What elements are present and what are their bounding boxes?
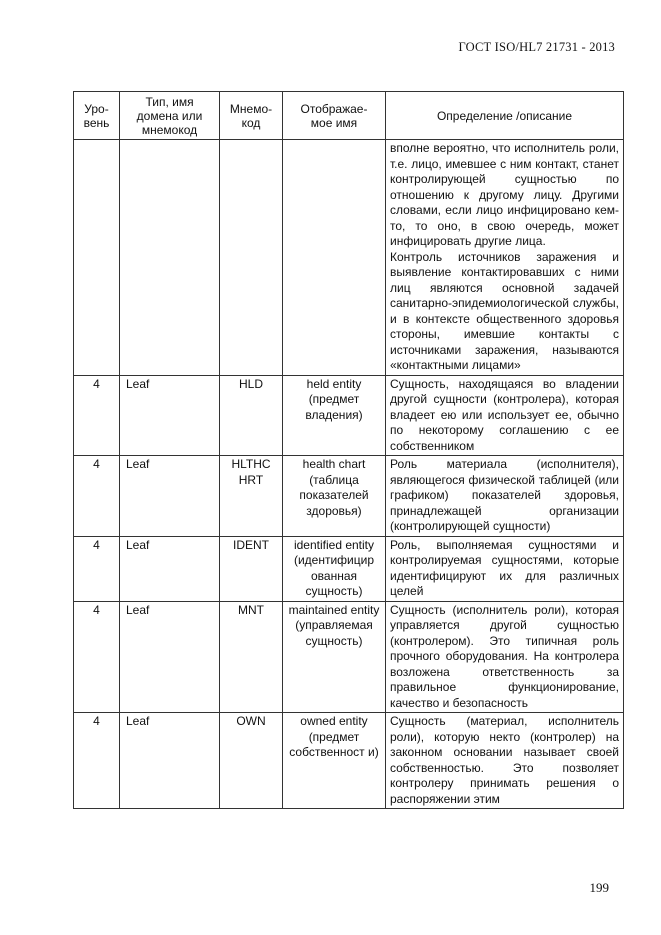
- table-row: [74, 536, 624, 601]
- cell-level: 4: [74, 601, 120, 713]
- cell-display-name: identified entity (идентифицир ованная сущность): [283, 536, 386, 601]
- cell-display-name: health chart (таблица показателей здоровья): [283, 456, 386, 537]
- cell-display-name: held entity (предмет владения): [283, 375, 386, 456]
- table-header-row: [74, 92, 624, 140]
- continuation-row: [74, 140, 624, 376]
- cell-level: [74, 140, 120, 376]
- cell-type: Leaf: [120, 601, 220, 713]
- col-header-definition: Определение /описание: [386, 92, 624, 140]
- cell-level: 4: [74, 536, 120, 601]
- table-row: [74, 601, 624, 713]
- cell-definition: Роль материала (исполнителя), являющегося физической таблицей (или графиком) показателей здоровья, принадлежащей организации (контролирующей сущности): [386, 456, 624, 537]
- cell-display-name: [283, 140, 386, 376]
- cell-definition: Сущность (исполнитель роли), которая управляется другой сущностью (контролером). Это типичная роль прочного оборудования. На контролера возложена ответственность за правильное функционирование, качество и безопасность: [386, 601, 624, 713]
- terms-table: [73, 91, 624, 809]
- page-number: 199: [589, 880, 609, 895]
- cell-type: Leaf: [120, 456, 220, 537]
- cell-type: Leaf: [120, 713, 220, 809]
- cell-definition: [386, 140, 624, 376]
- cell-level: 4: [74, 375, 120, 456]
- cell-mnemonic: MNT: [220, 601, 283, 713]
- table-row: [74, 713, 624, 809]
- document-header: ГОСТ ISO/HL7 21731 - 2013: [458, 40, 615, 54]
- table-row: [74, 456, 624, 537]
- cell-mnemonic: IDENT: [220, 536, 283, 601]
- cell-mnemonic: OWN: [220, 713, 283, 809]
- cell-level: 4: [74, 713, 120, 809]
- col-header-display-name: Отображае- мое имя: [283, 92, 386, 140]
- cell-type: [120, 140, 220, 376]
- cell-display-name: maintained entity (управляемая сущность): [283, 601, 386, 713]
- cell-mnemonic: HLTHC HRT: [220, 456, 283, 537]
- col-header-level: Уро- вень: [74, 92, 120, 140]
- cell-mnemonic: HLD: [220, 375, 283, 456]
- cell-definition: Роль, выполняемая сущностями и контролируемая сущностями, которые идентифицируют их для различных целей: [386, 536, 624, 601]
- definition-paragraph: Контроль источников заражения и выявление контактировавших с ними лиц являются основной задачей санитарно-эпидемиологической службы, и в контексте общественного здоровья стороны, имевшие контакты с источниками заражения, называются «контактными лицами»: [390, 249, 619, 372]
- table-row: [74, 375, 624, 456]
- cell-definition: Сущность (материал, исполнитель роли), которую некто (контролер) на законном основании называет своей собственностью. Это позволяет контролеру принимать решения о распоряжении этим: [386, 713, 624, 809]
- cell-mnemonic: [220, 140, 283, 376]
- col-header-type: Тип, имя домена или мнемокод: [120, 92, 220, 140]
- col-header-mnemonic: Мнемо- код: [220, 92, 283, 140]
- cell-display-name: owned entity (предмет собственност и): [283, 713, 386, 809]
- cell-type: Leaf: [120, 375, 220, 456]
- cell-type: Leaf: [120, 536, 220, 601]
- definition-paragraph: вполне вероятно, что исполнитель роли, т.е. лицо, имевшее с ним контакт, станет контролирующей сущностью по отношению к другому лицу. Другими словами, если лицо инфицировано кем-то, то оно, в свою очередь, может инфицировать другие лица.: [390, 141, 619, 248]
- cell-level: 4: [74, 456, 120, 537]
- cell-definition: Сущность, находящаяся во владении другой сущности (контролера), которая владеет ею или использует ее, обычно по некоторому соглашению с ее собственником: [386, 375, 624, 456]
